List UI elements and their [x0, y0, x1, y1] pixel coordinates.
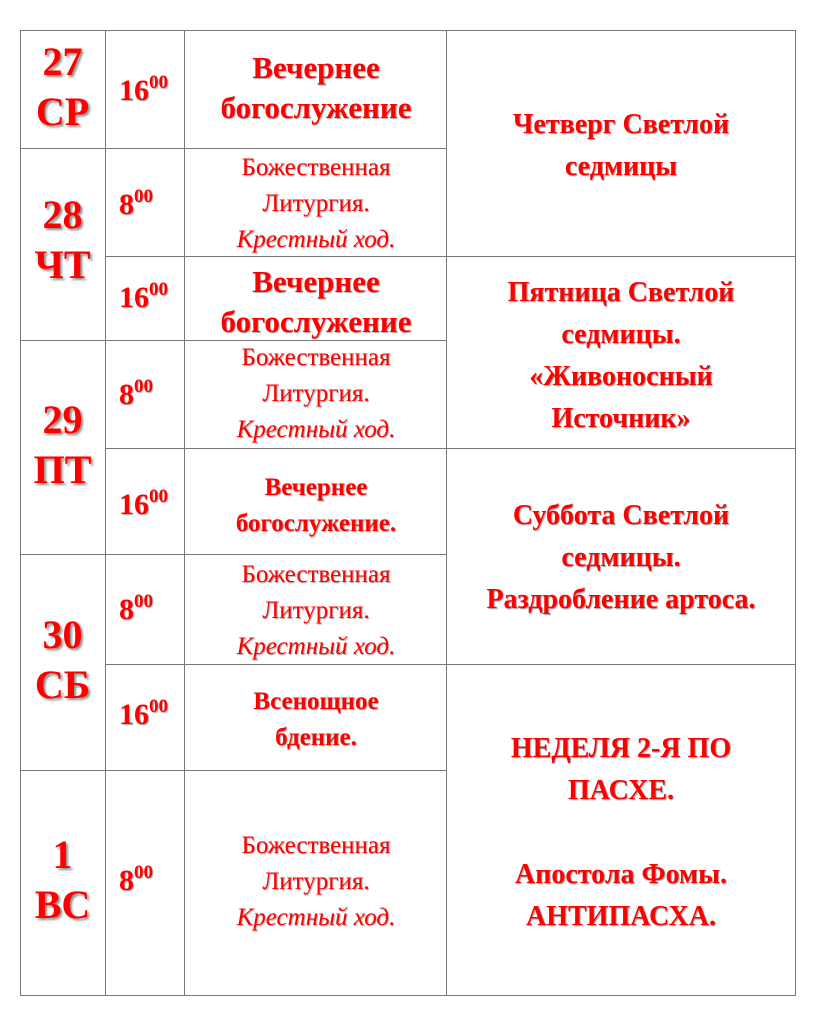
service-name: Божественная Литургия. Крестный ход. [236, 561, 396, 660]
note-row-divider [446, 256, 796, 257]
service-name: Вечернее богослужение [220, 264, 412, 339]
service-name: Всенощное бдение. [253, 688, 379, 751]
service-row-divider [105, 148, 447, 149]
service-name: Божественная Литургия. Крестный ход. [236, 344, 396, 443]
day-number: 1 [52, 832, 73, 877]
day-number: 28 [42, 192, 83, 237]
day-row-divider [20, 770, 106, 771]
service-name: Божественная Литургия. Крестный ход. [236, 832, 396, 931]
day-of-week: СР [35, 89, 90, 134]
service-name: Вечернее богослужение [220, 50, 412, 125]
day-of-week: СБ [34, 662, 91, 707]
service-name: Божественная Литургия. Крестный ход. [236, 154, 396, 253]
day-of-week: ПТ [33, 447, 92, 492]
feast-note: Суббота Светлой седмицы. Раздробление артоса. [486, 500, 756, 615]
day-number: 27 [42, 39, 83, 84]
note-row-divider [446, 664, 796, 665]
service-time: $8^{00}$ [119, 862, 153, 897]
table-border-bottom [20, 995, 796, 996]
service-row-divider [105, 554, 447, 555]
day-number: 29 [42, 397, 83, 442]
day-cell [20, 830, 105, 930]
service-time: $16^{00}$ [119, 486, 168, 521]
day-cell [20, 395, 105, 495]
day-row-divider [20, 340, 106, 341]
feast-note: Четверг Светлой седмицы [512, 109, 730, 182]
day-of-week: ЧТ [34, 242, 91, 287]
service-name: Вечернее богослужение. [235, 474, 397, 537]
day-row-divider [20, 148, 106, 149]
day-cell [20, 37, 105, 137]
service-time: $8^{00}$ [119, 376, 153, 411]
day-number: 30 [42, 612, 83, 657]
service-row-divider [105, 448, 447, 449]
note-row-divider [446, 448, 796, 449]
service-time: $8^{00}$ [119, 186, 153, 221]
feast-note: Пятница Светлой седмицы. «Живоносный Источник» [507, 277, 735, 434]
table-border-top [20, 30, 796, 31]
column-divider-time [184, 30, 185, 996]
day-cell [20, 190, 105, 290]
table-border-right [795, 30, 796, 996]
service-time: $16^{00}$ [119, 72, 168, 107]
day-cell [20, 610, 105, 710]
column-divider-day [105, 30, 106, 996]
feast-note: НЕДЕЛЯ 2-Я ПО ПАСХЕ. Апостола Фомы. АНТИПАСХА. [510, 733, 732, 932]
service-row-divider [105, 770, 447, 771]
service-time: $16^{00}$ [119, 279, 168, 314]
service-time: $8^{00}$ [119, 591, 153, 626]
service-time: $16^{00}$ [119, 696, 168, 731]
day-row-divider [20, 554, 106, 555]
day-of-week: ВС [34, 882, 91, 927]
